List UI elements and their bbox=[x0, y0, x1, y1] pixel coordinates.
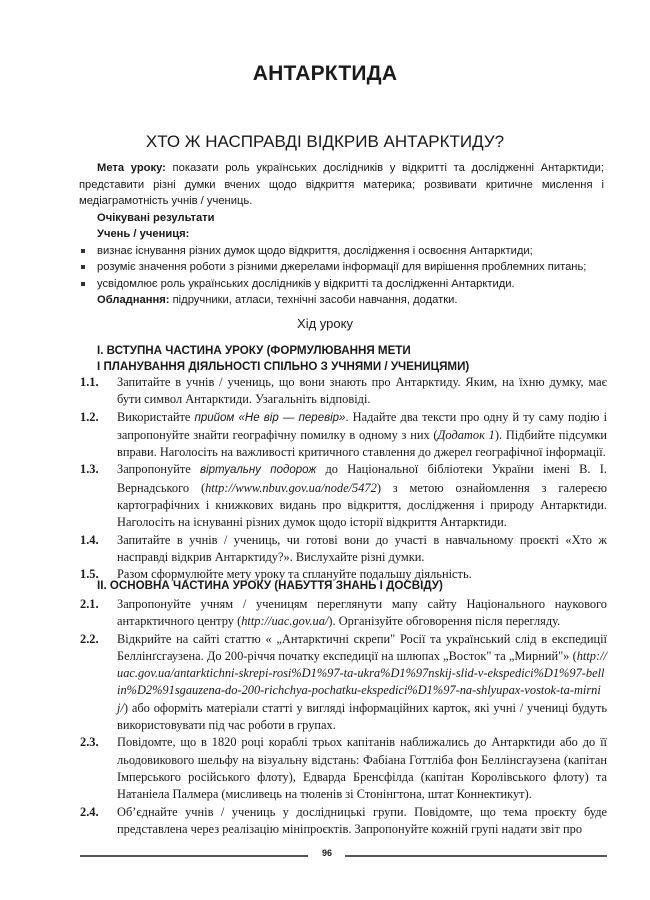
equipment-text: підручники, атласи, технічні засоби навчання, додатки. bbox=[169, 294, 458, 306]
virtual-tour-term: віртуальну подорож bbox=[200, 464, 317, 477]
item-number: 2.2. bbox=[80, 631, 99, 646]
equipment-label: Обладнання: bbox=[97, 294, 170, 306]
item-text-part: Запропонуйте учням / ученицям переглянути мапу сайту Національного наукового антарктичного центру ( bbox=[117, 597, 607, 629]
goal-label: Мета уроку: bbox=[97, 162, 166, 174]
item-text-part: Використайте bbox=[117, 409, 195, 424]
item-text-part: ) або оформіть матеріали статті у вигляді інформаційних карток, які учні / учениці будуть використовувати під час роботи в групах. bbox=[117, 700, 607, 733]
outcome-item: усвідомлює роль українських дослідників у відкритті та дослідженні Антарктиди. bbox=[79, 276, 604, 293]
item-text: Об’єднайте учнів / учениць у дослідницькі групи. Повідомте, що тема проєкту буде представлена через реалізацію мініпроєктів. Запропонуйте кожній групі надати звіт про bbox=[117, 804, 607, 836]
item-text: Повідомте, що в 1820 році кораблі трьох капітанів наближались до Антарктиди або до її льодовикового шельфу на візуальну відстань: Фабіана Готтліба фон Беллінсгаузена (капітан Імперського російського флоту), Едварда Бренсфілда (капітан Королівського флоту) та Натаніела Палмера (мисливець на тюленів зі Стонінгтона, штат Коннектикут). bbox=[117, 735, 607, 802]
item-number: 2.1. bbox=[80, 597, 99, 611]
item-text: Разом сформулюйте мету уроку та сплануйте подальшу діяльність. bbox=[117, 567, 472, 582]
lesson-goal bbox=[79, 160, 604, 210]
lesson-intro bbox=[79, 160, 604, 309]
item-text bbox=[117, 631, 607, 735]
section-1-title-line-1: І. ВСТУПНА ЧАСТИНА УРОКУ (ФОРМУЛЮВАННЯ МЕТИ bbox=[97, 344, 411, 357]
item-number: 2.3. bbox=[80, 735, 99, 750]
outcome-item: визнає існування різних думок щодо відкриття, дослідження і освоєння Антарктиди; bbox=[79, 243, 604, 260]
list-item bbox=[80, 461, 607, 531]
item-text bbox=[117, 409, 607, 462]
section-1-title-line-2: І ПЛАНУВАННЯ ДІЯЛЬНОСТІ СПІЛЬНО З УЧНЯМИ / УЧЕНИЦЯМИ) bbox=[97, 360, 470, 373]
outcome-item: розуміє значення роботи з різними джерелами інформації для вирішення проблемних питань; bbox=[79, 259, 604, 276]
item-number: 1.5. bbox=[80, 567, 99, 582]
page-footer bbox=[80, 848, 607, 862]
item-number: 1.3. bbox=[80, 462, 99, 477]
technique-name: прийом «Не вір — перевір» bbox=[194, 411, 346, 424]
article-link[interactable]: http://uac.gov.ua/antarktichni-skrepi-rosi%D1%97-ta-ukra%D1%97nskij-slid-v-ekspedici%D1%97-bellin%D2%91sgauzena-do-200-richchya-pochatku-ekspedici%D1%97-na-shlyupax-vostok-ta-mirnij/ bbox=[117, 648, 607, 715]
item-number: 1.4. bbox=[80, 532, 99, 547]
footer-rule-right bbox=[345, 855, 607, 857]
item-text-part: Відкрийте на сайті статтю « „Антарктичні скрепи" Росії та український слід в експедиції Беллінґсгаузена. До 200-річчя початку експедиції на шлюпах „Восток" та „Мирний"» ( bbox=[117, 631, 607, 663]
footer-rule-left bbox=[80, 855, 308, 857]
item-text-part: ). Організуйте обговорення після перегляду. bbox=[328, 614, 561, 629]
item-text: Запитайте в учнів / учениць, що вони знають про Антарктиду. Яким, на їхню думку, має бути символ Антарктиди. Узагальніть відповіді. bbox=[117, 375, 607, 407]
item-number: 1.1. bbox=[80, 375, 99, 389]
section-2-items bbox=[80, 596, 607, 838]
lesson-title: ХТО Ж НАСПРАВДІ ВІДКРИВ АНТАРКТИДУ? bbox=[145, 132, 505, 151]
list-item bbox=[80, 734, 607, 803]
list-item bbox=[80, 374, 607, 409]
item-text-part: ) з метою ознайомлення з галереєю картографічних і книжкових видань про відкриття, дослідження і природу Антарктиди. Наголосіть на існуванні різних думок щодо історії відкриття Антарктиди. bbox=[117, 480, 608, 530]
appendix-ref[interactable]: Додаток 1 bbox=[437, 427, 495, 442]
equipment bbox=[79, 292, 604, 309]
lesson-flow-title: Хід уроку bbox=[297, 316, 353, 331]
uac-link[interactable]: http://uac.gov.ua/ bbox=[241, 614, 329, 629]
expected-results-label: Очікувані результати bbox=[97, 211, 215, 224]
item-number: 2.4. bbox=[80, 804, 99, 819]
list-item bbox=[80, 409, 607, 462]
item-text bbox=[117, 596, 607, 631]
list-item bbox=[80, 596, 607, 631]
outcomes-list bbox=[79, 243, 604, 293]
list-item bbox=[80, 631, 607, 735]
item-text-part: Запропонуйте bbox=[117, 462, 201, 477]
nbuv-link[interactable]: http://www.nbuv.gov.ua/node/5472 bbox=[205, 480, 377, 495]
student-label: Учень / учениця: bbox=[97, 228, 190, 240]
section-1-items bbox=[80, 374, 607, 584]
item-text-part: до Національної бібліотеки України імені В. І. Вернадського ( bbox=[117, 462, 607, 495]
page-number: 96 bbox=[321, 848, 332, 858]
chapter-title: АНТАРКТИДА bbox=[252, 62, 398, 85]
item-number: 1.2. bbox=[80, 409, 99, 424]
item-text-part: . Надайте два тексти про одну й ту саму подію і запропонуйте знайти географічну помилку в одному з них ( bbox=[117, 409, 608, 442]
list-item bbox=[80, 532, 607, 567]
item-text bbox=[117, 461, 607, 531]
item-text: Запитайте в учнів / учениць, чи готові вони до участі в навчальному проєкті «Хто ж насправді відкрив Антарктиду?». Вислухайте різні думки. bbox=[117, 532, 607, 564]
list-item bbox=[80, 804, 607, 839]
goal-text: показати роль українських дослідників у відкритті та дослідженні Антарктиди; представити різні думки вчених щодо відкриття материка; розвивати критичне мислення і медіаграмотність учнів / учениць. bbox=[79, 162, 605, 207]
section-1-heading bbox=[97, 343, 607, 375]
item-text-part: ). Підбийте підсумки вправи. Наголосіть на важливості критичного ставлення до джерел географічної інформації. bbox=[117, 427, 607, 460]
section-2-heading: ІІ. ОСНОВНА ЧАСТИНА УРОКУ (НАБУТТЯ ЗНАНЬ І ДОСВІДУ) bbox=[97, 579, 443, 592]
